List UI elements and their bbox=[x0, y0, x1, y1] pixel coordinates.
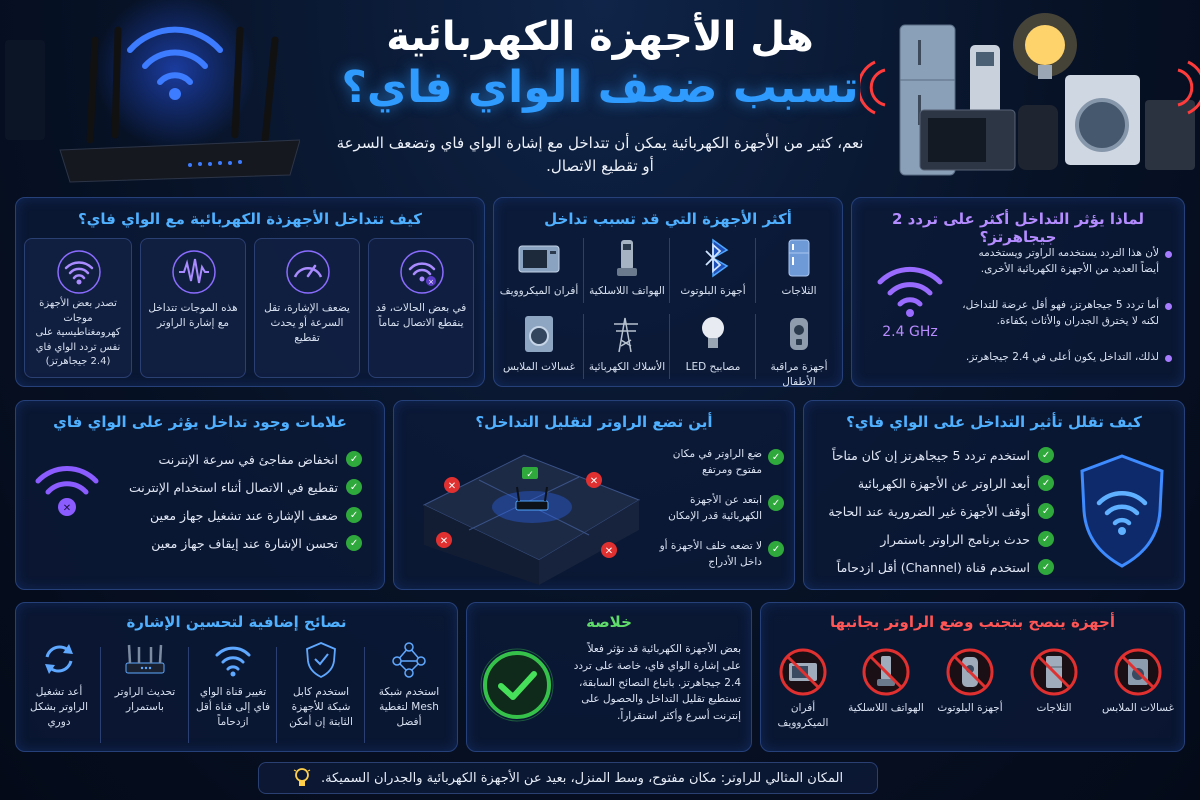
sign-item-4: ✓ تحسن الإشارة عند إيقاف جهاز معين bbox=[151, 535, 362, 551]
sign-item-3: ✓ ضعف الإشارة عند تشغيل جهاز معين bbox=[150, 507, 362, 523]
how-interference-panel bbox=[15, 197, 485, 387]
device-cordless-phone bbox=[584, 234, 670, 306]
router-icon bbox=[120, 639, 170, 679]
hero bbox=[0, 0, 1200, 190]
tip-item-1: استخدم شبكة Mesh لتغطية أفضل bbox=[369, 639, 449, 747]
bluetooth-icon bbox=[696, 238, 730, 278]
house-floorplan-illustration bbox=[404, 435, 654, 585]
wifi-icon bbox=[213, 639, 253, 679]
why-point-3: لذلك، التداخل يكون أعلى في 2.4 جيجاهرتز. bbox=[962, 350, 1172, 366]
shield-wifi-icon bbox=[1072, 451, 1172, 571]
device-power-tower bbox=[584, 310, 670, 382]
how-card-4-text: تصدر بعض الأجهزة موجات كهرومغناطيسية على نفس تردد الواي فاي (2.4 جيجاهرتز) bbox=[35, 298, 121, 367]
avoid-item-2: الثلاجات bbox=[1014, 647, 1094, 747]
wifi-icon bbox=[56, 249, 102, 295]
wifi-2ghz-icon bbox=[870, 260, 950, 320]
svg-text:✕: ✕ bbox=[604, 546, 614, 557]
device-label: الثلاجات bbox=[781, 285, 817, 297]
reduce-item-1: ✓ استخدم تردد 5 جيجاهرتز إن كان متاحاً bbox=[832, 447, 1054, 463]
device-label: أجهزة البلوتوث bbox=[680, 285, 746, 297]
hero-title-line2: تسبب ضعف الواي فاي؟ bbox=[341, 62, 859, 113]
avoid-item-4: الهواتف اللاسلكية bbox=[846, 647, 926, 747]
device-fridge bbox=[756, 234, 842, 306]
summary-panel-title: خلاصة bbox=[586, 613, 632, 631]
reduce-item-4: ✓ حدث برنامج الراوتر باستمرار bbox=[880, 531, 1054, 547]
summary-panel bbox=[466, 602, 752, 752]
how-card-4 bbox=[24, 238, 132, 378]
device-label: أفران الميكروويف bbox=[499, 285, 579, 297]
wifi-off-icon bbox=[399, 249, 445, 295]
svg-text:✕: ✕ bbox=[439, 536, 449, 547]
device-led-bulb bbox=[670, 310, 756, 382]
why-2ghz-panel bbox=[851, 197, 1185, 387]
placement-item-3: ✓ لا تضعه خلف الأجهزة أو داخل الأدراج bbox=[654, 539, 784, 571]
reduce-item-2: ✓ أبعد الراوتر عن الأجهزة الكهربائية bbox=[858, 475, 1054, 491]
cordless-phone-icon bbox=[861, 647, 911, 697]
how-card-1-text: في بعض الحالات، قد ينقطع الاتصال تماماً bbox=[375, 302, 467, 330]
avoid-devices-panel bbox=[760, 602, 1185, 752]
avoid-item-5: أفران الميكروويف bbox=[764, 647, 842, 747]
washing-machine-icon bbox=[522, 314, 556, 354]
led-bulb-icon bbox=[698, 314, 728, 354]
bluetooth-speaker-icon bbox=[945, 647, 995, 697]
tip-item-3: تغيير قناة الواي فاي إلى قناة أقل ازدحاماً bbox=[193, 639, 273, 747]
signs-panel-title: علامات وجود تداخل يؤثر على الواي فاي bbox=[53, 413, 347, 431]
device-baby-monitor bbox=[756, 310, 842, 389]
mesh-network-icon bbox=[389, 639, 429, 679]
svg-text:×: × bbox=[428, 278, 434, 286]
router-illustration bbox=[0, 0, 300, 190]
reduce-panel-title: كيف تقلل تأثير التداخل على الواي فاي؟ bbox=[846, 413, 1142, 431]
avoid-panel-title: أجهزة ينصح بتجنب وضع الراوتر بجانبها bbox=[829, 613, 1116, 631]
how-panel-title: كيف تتداخل الأجهزذة الكهربائية مع الواي فاي؟ bbox=[77, 210, 423, 228]
power-tower-icon bbox=[610, 314, 644, 354]
reduce-interference-panel bbox=[803, 400, 1185, 590]
sign-item-2: ✓ تقطيع في الاتصال أثناء استخدام الإنترنت bbox=[129, 479, 362, 495]
device-label: الأسلاك الكهربائية bbox=[588, 361, 666, 373]
how-card-1 bbox=[368, 238, 474, 378]
reduce-item-5: ✓ استخدم قناة (Channel) أقل ازدحاماً bbox=[837, 559, 1054, 575]
microwave-icon bbox=[517, 238, 561, 278]
speedometer-icon bbox=[285, 249, 331, 295]
devices-panel-title: أكثر الأجهزة التي قد تسبب تداخل bbox=[544, 210, 792, 228]
placement-panel bbox=[393, 400, 795, 590]
tip-item-2: استخدم كابل شبكة للأجهزة الثابتة إن أمكن bbox=[281, 639, 361, 747]
how-card-2 bbox=[254, 238, 360, 378]
cordless-phone-icon bbox=[612, 238, 642, 278]
svg-text:✓: ✓ bbox=[526, 470, 534, 480]
placement-item-2: ✓ ابتعد عن الأجهزة الكهربائية قدر الإمكان bbox=[654, 493, 784, 525]
tip-item-4: تحديث الراوتر باستمرار bbox=[105, 639, 185, 747]
why-panel-title: لماذا يؤثر التداخل أكثر على تردد 2 جيجاهرتز؟ bbox=[891, 210, 1145, 246]
why-point-2: أما تردد 5 جيجاهرتز، فهو أقل عرضة للتداخل، لكنه لا يخترق الجدران والأثاث بكفاءة. bbox=[962, 298, 1172, 330]
svg-text:✕: ✕ bbox=[62, 503, 72, 514]
device-bluetooth bbox=[670, 234, 756, 306]
how-card-3-text: هذه الموجات تتداخل مع إشارة الراوتر bbox=[148, 302, 238, 330]
tips-panel bbox=[15, 602, 458, 752]
svg-text:✕: ✕ bbox=[447, 481, 457, 492]
tips-panel-title: نصائح إضافية لتحسين الإشارة bbox=[126, 613, 347, 631]
footer-bar bbox=[258, 762, 878, 794]
appliances-illustration bbox=[860, 0, 1200, 190]
reduce-item-3: ✓ أوقف الأجهزة غير الضرورية عند الحاجة bbox=[828, 503, 1054, 519]
fridge-icon bbox=[784, 238, 814, 278]
washing-machine-icon bbox=[1113, 647, 1163, 697]
lightbulb-icon bbox=[293, 767, 311, 789]
tip-item-5: أعد تشغيل الراوتر بشكل دوري bbox=[21, 639, 97, 747]
how-card-2-text: يضعف الإشارة، تقل السرعة أو يحدث تقطيع bbox=[264, 302, 350, 345]
band-label: 2.4 GHz bbox=[882, 324, 938, 340]
waveform-icon bbox=[171, 249, 217, 295]
shield-cable-icon bbox=[301, 639, 341, 679]
avoid-item-1: غسالات الملابس bbox=[1098, 647, 1178, 747]
baby-monitor-icon bbox=[784, 314, 814, 354]
device-label: أجهزة مراقبة الأطفال bbox=[770, 361, 828, 389]
wifi-warning-icon bbox=[32, 461, 102, 521]
how-card-3 bbox=[140, 238, 246, 378]
success-check-icon bbox=[479, 647, 555, 723]
restart-icon bbox=[39, 639, 79, 679]
device-washing-machine bbox=[494, 310, 584, 382]
fridge-icon bbox=[1029, 647, 1079, 697]
hero-intro: نعم، كثير من الأجهزة الكهربائية يمكن أن تتداخل مع إشارة الواي فاي وتضعف السرعة أو تقطيع الاتصال. bbox=[336, 134, 864, 176]
sign-item-1: ✓ انخفاض مفاجئ في سرعة الإنترنت bbox=[158, 451, 362, 467]
summary-text: بعض الأجهزة الكهربائية قد تؤثر فعلاً على إشارة الواي فاي، خاصة على تردد 2.4 جيجاهرتز. باتباع النصائح السابقة، تستطيع تقليل التداخل والحصول على إنترنت أسرع وأكثر استقراراً. bbox=[573, 643, 741, 723]
signs-panel bbox=[15, 400, 385, 590]
avoid-item-3: أجهزة البلوتوث bbox=[930, 647, 1010, 747]
why-point-1: لأن هذا التردد يستخدمه الراوتر ويستخدمه أيضاً العديد من الأجهزة الكهربائية الأخرى. bbox=[962, 246, 1172, 278]
device-microwave bbox=[494, 234, 584, 306]
device-label: الهواتف اللاسلكية bbox=[589, 285, 665, 297]
svg-text:✕: ✕ bbox=[589, 476, 599, 487]
footer-text: المكان المثالي للراوتر: مكان مفتوح، وسط المنزل، بعيد عن الأجهزة الكهربائية والجدران السميكة. bbox=[320, 770, 844, 786]
placement-panel-title: أين تضع الراوتر لتقليل التداخل؟ bbox=[475, 413, 713, 431]
device-label: مصابيح LED bbox=[685, 361, 741, 373]
devices-panel bbox=[493, 197, 843, 387]
hero-title-line1: هل الأجهزة الكهربائية bbox=[386, 14, 814, 60]
placement-item-1: ✓ ضع الراوتر في مكان مفتوح ومرتفع bbox=[654, 447, 784, 479]
device-label: غسالات الملابس bbox=[502, 361, 576, 373]
microwave-icon bbox=[778, 647, 828, 697]
